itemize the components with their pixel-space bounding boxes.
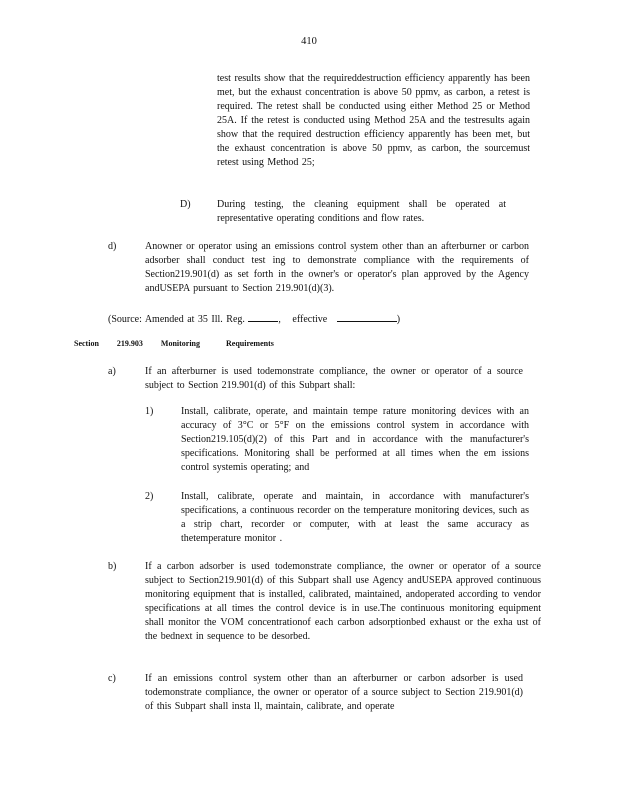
section-heading [74, 338, 274, 350]
item-a-text: If an afterburner is used todemonstrate compliance, the owner or operator of a source subject to Section 219.901(d) of this Subpart shall: [145, 366, 523, 391]
item-label-D: D) [180, 199, 191, 210]
item-b-text: If a carbon adsorber is used todemonstrate compliance, the owner or operator of a source subject to Section219.901(d) of this Subpart shall use Agency andUSEPA approved continuous monitoring equipment that is installed, calibrated, maintained, andoperated according to vendor specifications at all times the control device is in use.The continuous monitoring equipment shall monitor the VOM concentrationof each carbon adsorptionbed exhaust or the exha ust of the bednext in sequence to be desorbed. [145, 561, 541, 642]
item-2-text: Install, calibrate, operate and maintain, in accordance with manufacturer's specifications, a continuous recorder on the temperature monitoring devices, such as a strip chart, recorder or computer, with at least the same accuracy as thetemperature monitor . [181, 491, 529, 544]
section-title-2: Requirements [226, 339, 274, 348]
effective-date-blank [337, 311, 397, 322]
item-label-a: a) [108, 366, 116, 377]
source-note: (Source: Amended at 35 Ill. Reg. , effective ) [108, 311, 528, 327]
paragraph-c-continuation: test results show that the requireddestruction efficiency apparently has been met, but the exhaust concentration is above 50 ppmv, as carbon, a retest is required. The retest shall be conducted using either Method 25 or Method 25A. If the retest is conducted using Method 25A and the testresults again show that the required destruction efficiency apparently has been met, but the exhaust concentration is above 50 ppmv, as carbon, the sourcemust retest using Method 25; [217, 73, 530, 168]
item-label-1: 1) [145, 406, 154, 417]
section-number: 219.903 [116, 339, 143, 348]
page-number: 410 [301, 36, 317, 47]
item-D-text: During testing, the cleaning equipment shall be operated at representative operating conditions and flow rates. [217, 199, 506, 224]
source-note-text: (Source: Amended at 35 Ill. Reg. [108, 314, 245, 325]
item-1-text: Install, calibrate, operate, and maintain tempe rature monitoring devices with an accuracy of 3°C or 5°F on the emissions control system in accordance with Section219.105(d)(2) of this Part and in accordance with the manufacturer's specifications. Monitoring shall be performed at all times when the em issions control systemis operating; and [181, 406, 529, 473]
item-c-text: If an emissions control system other than an afterburner or carbon adsorber is used todemonstrate compliance, the owner or operator of a source subject to Section 219.901(d) of this Subpart shall insta ll, maintain, calibrate, and operate [145, 673, 523, 712]
item-d-text: Anowner or operator using an emissions control system other than an afterburner or carbon adsorber shall conduct test ing to demonstrate compliance with the requirements of Section219.901(d) as set forth in the owner's or operator's plan approved by the Agency andUSEPA pursuant to Section 219.901(d)(3). [145, 241, 529, 294]
item-label-c: c) [108, 673, 116, 684]
section-title-1: Monitoring [160, 339, 200, 348]
item-label-2: 2) [145, 491, 154, 502]
section-word: Section [74, 339, 99, 348]
item-label-b: b) [108, 561, 117, 572]
item-label-d: d) [108, 241, 117, 252]
source-note-effective: effective [292, 314, 328, 325]
source-note-close: ) [396, 314, 401, 325]
source-date-blank [248, 311, 278, 322]
